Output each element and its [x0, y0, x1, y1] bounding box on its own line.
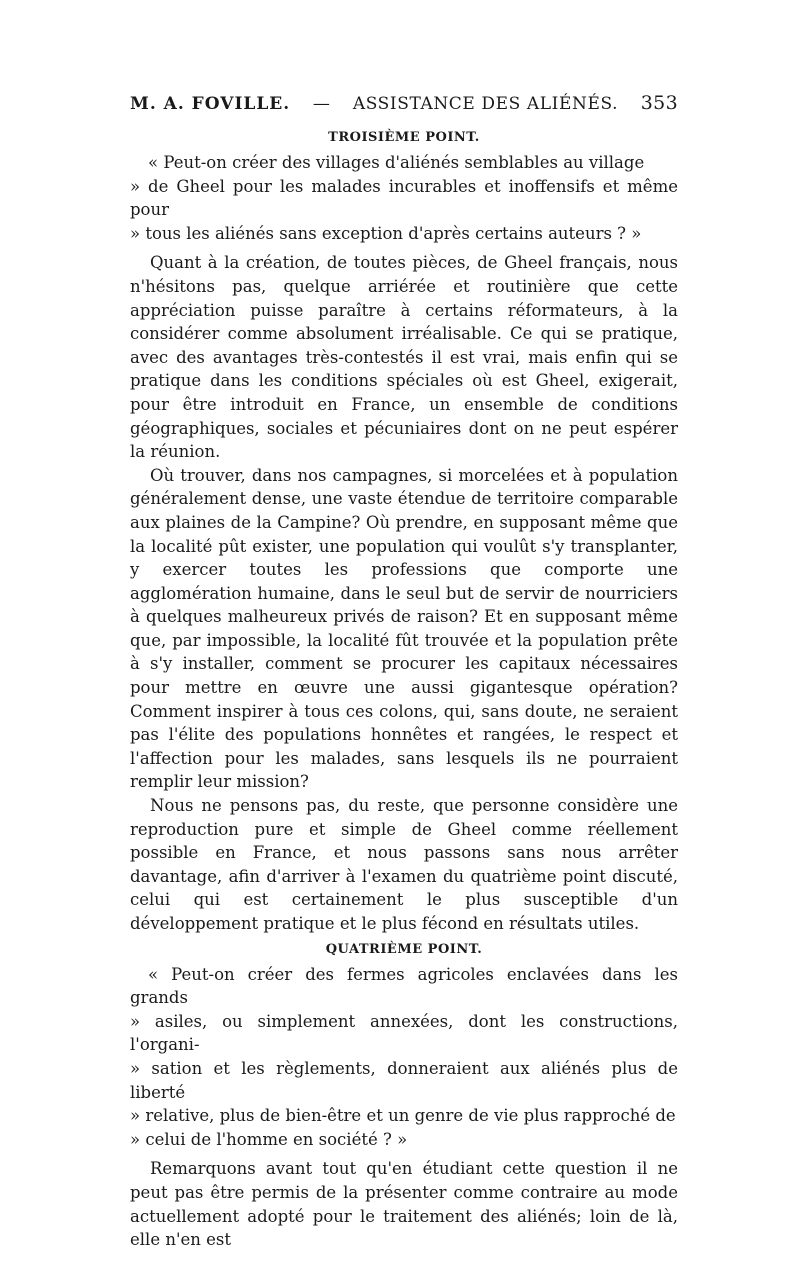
quote-line: « Peut-on créer des fermes agricoles enclavées dans les grands — [130, 964, 678, 1008]
quote-line: » relative, plus de bien-être et un genre de vie plus rapproché de — [130, 1106, 676, 1126]
page-number: 353 — [640, 92, 678, 114]
quote-line: » de Gheel pour les malades incurables et inoffensifs et même pour — [130, 176, 678, 220]
quote-line: » celui de l'homme en société ? » — [130, 1129, 408, 1149]
section-quote — [130, 963, 678, 1152]
section-quote — [130, 151, 678, 245]
running-head-author: M. A. FOVILLE. — [130, 94, 291, 114]
quote-line: » asiles, ou simplement annexées, dont les constructions, l'organi- — [130, 1011, 678, 1055]
body-paragraph: Quant à la création, de toutes pièces, de Gheel français, nous n'hésitons pas, quelque arriérée et routinière que cette appréciation puisse paraître à certains réformateurs, à la considérer comme absolument irréalisable. Ce qui se pratique, avec des avantages très-contestés il est vrai, mais enfin qui se pratique dans les conditions spéciales où est Gheel, exigerait, pour être introduit en France, un ensemble de conditions géographiques, sociales et pécuniaires dont on ne peut espérer la réunion. — [130, 253, 678, 462]
running-head-dash: — — [312, 94, 331, 114]
body-paragraph: Nous ne pensons pas, du reste, que personne considère une reproduction pure et simple de Gheel comme réellement possible en France, et nous passons sans nous arrêter davantage, afin d'arriver à l'examen du quatrième point discuté, celui qui est certainement le plus susceptible d'un développement pratique et le plus fécond en résultats utiles. — [130, 796, 678, 933]
quote-line: » tous les aliénés sans exception d'après certains auteurs ? » — [130, 223, 642, 243]
section-title-quatrieme: QUATRIÈME POINT. — [325, 941, 483, 957]
book-page — [130, 92, 678, 1252]
running-head — [130, 92, 678, 114]
quote-line: « Peut-on créer des villages d'aliénés semblables au village — [148, 153, 645, 172]
body-paragraph: Où trouver, dans nos campagnes, si morcelées et à population généralement dense, une vaste étendue de territoire comparable aux plaines de la Campine? Où prendre, en supposant même que la localité pût exister, une population qui voulût s'y transplanter, y exercer toutes les professions que comporte une agglomération humaine, dans le seul but de servir de nourriciers à quelques malheureux privés de raison? Et en supposant même que, par impossible, la localité fût trouvée et la population prête à s'y installer, comment se procurer les capitaux nécessaires pour mettre en œuvre une aussi gigantesque opération? Comment inspirer à tous ces colons, qui, sans doute, ne seraient pas l'élite des populations honnêtes et rangées, le respect et l'affection pour les malades, sans lesquels ils ne pourraient remplir leur mission? — [130, 465, 678, 792]
quote-line: » sation et les règlements, donneraient aux aliénés plus de liberté — [130, 1058, 678, 1102]
section-title-troisieme: TROISIÈME POINT. — [328, 130, 480, 145]
running-head-title: ASSISTANCE DES ALIÉNÉS. — [352, 94, 619, 114]
body-paragraph: Remarquons avant tout qu'en étudiant cette question il ne peut pas être permis de la présenter comme contraire au mode actuellement adopté pour le traitement des aliénés; loin de là, elle n'en est — [130, 1159, 678, 1250]
